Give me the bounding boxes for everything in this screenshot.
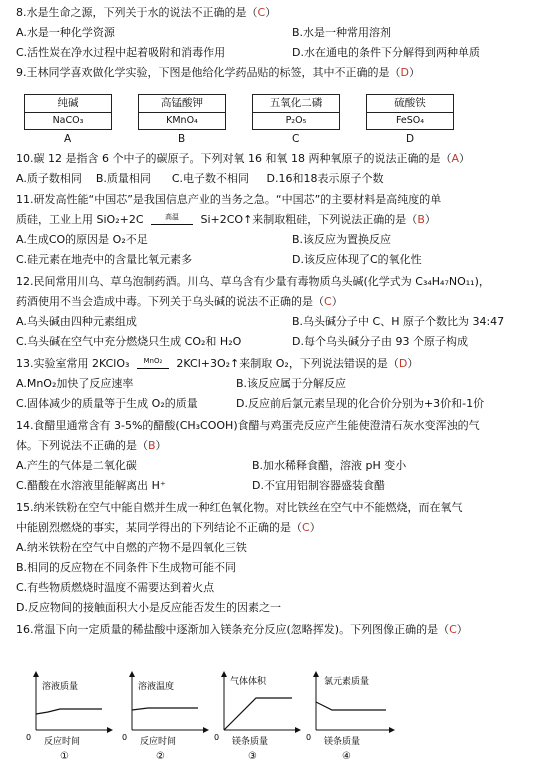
q8-stem: 8.水是生命之源，下列关于水的说法不正确的是（C） (16, 6, 277, 19)
q11-answer: B (417, 213, 425, 226)
label-name: 硫酸铁 (367, 95, 453, 113)
graph-4-number: ④ (342, 751, 351, 762)
label-card-a (24, 94, 112, 130)
q15-option-a: A.纳米铁粉在空气中自燃的产物不是四氧化三铁 (16, 541, 247, 554)
graph-4-curve (316, 702, 386, 710)
q13-option-b: B.该反应属于分解反应 (236, 377, 347, 390)
q12-stem: 12.民间常用川乌、草乌泡制药酒。川乌、草乌含有少量有毒物质乌头碱(化学式为 C₃₄H₄₇NO₁₁)， (16, 275, 490, 288)
graph-2-ylabel: 溶液温度 (138, 682, 175, 692)
graph-2-curve (132, 708, 198, 710)
q8-option-d: D.水在通电的条件下分解得到两种单质 (292, 46, 480, 59)
q12-stem-line2: 药酒使用不当会造成中毒。下列关于乌头碱的说法不正确的是（C） (16, 295, 343, 308)
q14-option-a: A.产生的气体是二氧化碳 (16, 459, 137, 472)
q11-option-d: D.该反应体现了C的氧化性 (292, 253, 422, 266)
graph-1-origin: 0 (26, 733, 32, 742)
graph-4-xlabel: 镁条质量 (324, 737, 361, 747)
q16-answer: C (449, 623, 457, 636)
graph-4 (302, 668, 402, 762)
q14-answer: B (148, 439, 156, 452)
q9-answer: D (400, 66, 409, 79)
q12-option-b: B.乌头碱分子中 C、H 原子个数比为 34:47 (292, 315, 505, 328)
q14-option-d: D.不宜用铝制容器盛装食醋 (252, 479, 385, 492)
label-letter: B (178, 133, 186, 145)
q8-option-a: A.水是一种化学资源 (16, 26, 115, 39)
q11-option-b: B.该反应为置换反应 (292, 233, 392, 246)
label-card-c (252, 94, 340, 130)
q8-option-c: C.活性炭在净水过程中起着吸附和消毒作用 (16, 46, 226, 59)
q12-option-a: A.乌头碱由四种元素组成 (16, 315, 137, 328)
label-letter: A (64, 133, 72, 145)
graph-3 (210, 668, 306, 762)
graph-1-number: ① (60, 751, 69, 762)
q14-stem-line2: 体。下列说法不正确的是（B） (16, 439, 167, 452)
label-card-b (138, 94, 226, 130)
label-card-d (366, 94, 454, 130)
q14-option-c: C.醋酸在水溶液里能解离出 H⁺ (16, 479, 166, 492)
q13-answer: D (398, 357, 408, 370)
graph-2 (118, 668, 214, 762)
graph-3-xlabel: 镁条质量 (232, 737, 269, 747)
graph-4-origin: 0 (306, 733, 312, 742)
label-name: 高锰酸钾 (139, 95, 225, 113)
q15-option-c: C.有些物质燃烧时温度不需要达到着火点 (16, 581, 215, 594)
reaction-condition: MnO₂ (137, 354, 169, 369)
q10-options: A.质子数相同 B.质量相同 C.电子数不相同 D.16和18表示原子个数 (16, 172, 384, 185)
q12-answer: C (324, 295, 332, 308)
q12-option-c: C.乌头碱在空气中充分燃烧只生成 CO₂和 H₂O (16, 335, 242, 348)
label-formula: P₂O₅ (285, 115, 307, 126)
q10-answer: A (451, 152, 459, 165)
graph-3-curve (224, 698, 292, 730)
graph-1-curve (36, 709, 102, 714)
label-letter: D (406, 133, 415, 145)
graph-3-origin: 0 (214, 733, 220, 742)
q10-stem: 10.碳 12 是指含 6 个中子的碳原子。下列对氧 16 和氧 18 两种氧原子的说法正确的是（A） (16, 152, 470, 165)
q13-option-d: D.反应前后氯元素呈现的化合价分别为+3价和-1价 (236, 397, 485, 410)
q11-option-c: C.硅元素在地壳中的含量比氧元素多 (16, 253, 193, 266)
q8-answer: C (257, 6, 266, 19)
label-formula: NaCO₃ (52, 115, 84, 126)
graph-3-number: ③ (248, 751, 257, 762)
label-name: 五氧化二磷 (253, 95, 339, 113)
graph-2-number: ② (156, 751, 165, 762)
graph-3-ylabel: 气体体积 (230, 677, 267, 687)
graph-1-ylabel: 溶液质量 (42, 682, 79, 692)
q15-stem: 15.纳米铁粉在空气中能自燃并生成一种红色氧化物。对比铁丝在空气中不能燃烧，而在氧气 (16, 501, 463, 514)
label-letter: C (292, 133, 300, 145)
q12-option-d: D.每个乌头碱分子由 93 个原子构成 (292, 335, 468, 348)
q11-stem-line2: 质硅，工业上用 SiO₂+2C 高温 Si+2CO↑来制取粗硅，下列说法正确的是（B） (16, 213, 436, 229)
graph-2-xlabel: 反应时间 (140, 737, 177, 747)
graph-2-origin: 0 (122, 733, 128, 742)
graph-1 (22, 668, 118, 762)
q15-option-b: B.相同的反应物在不同条件下生成物可能不同 (16, 561, 237, 574)
reaction-condition: 高温 (151, 210, 193, 225)
q15-answer: C (302, 521, 310, 534)
q11-option-a: A.生成CO的原因是 O₂不足 (16, 233, 148, 246)
q9-stem: 9.王林同学喜欢做化学实验，下图是他给化学药品贴的标签，其中不正确的是（D） (16, 66, 420, 79)
graph-4-ylabel: 氯元素质量 (324, 677, 370, 687)
q14-option-b: B.加水稀释食醋，溶液 pH 变小 (252, 459, 407, 472)
q13-option-c: C.固体减少的质量等于生成 O₂的质量 (16, 397, 198, 410)
q13-stem: 13.实验室常用 2KClO₃ MnO₂ 2KCl+3O₂↑来制取 O₂，下列说法错误的是（D） (16, 357, 418, 373)
q15-stem-line2: 中能剧烈燃烧的事实，某同学得出的下列结论不正确的是（C） (16, 521, 321, 534)
q11-stem: 11.研发高性能“中国芯”是我国信息产业的当务之急。“中国芯”的主要材料是高纯度的单 (16, 193, 442, 206)
graph-1-xlabel: 反应时间 (44, 737, 81, 747)
q15-option-d: D.反应物间的接触面积大小是反应能否发生的因素之一 (16, 601, 281, 614)
label-formula: FeSO₄ (395, 115, 425, 126)
label-formula: KMnO₄ (166, 115, 198, 126)
label-name: 纯碱 (25, 95, 111, 113)
q8-option-b: B.水是一种常用溶剂 (292, 26, 392, 39)
q13-option-a: A.MnO₂加快了反应速率 (16, 377, 134, 390)
q14-stem: 14.食醋里通常含有 3-5%的醋酸(CH₃COOH)食醋与鸡蛋壳反应产生能使澄清石灰水变浑浊的气 (16, 419, 480, 432)
q16-stem: 16.常温下向一定质量的稀盐酸中逐渐加入镁条充分反应(忽略挥发)。下列图像正确的是（C） (16, 623, 468, 636)
